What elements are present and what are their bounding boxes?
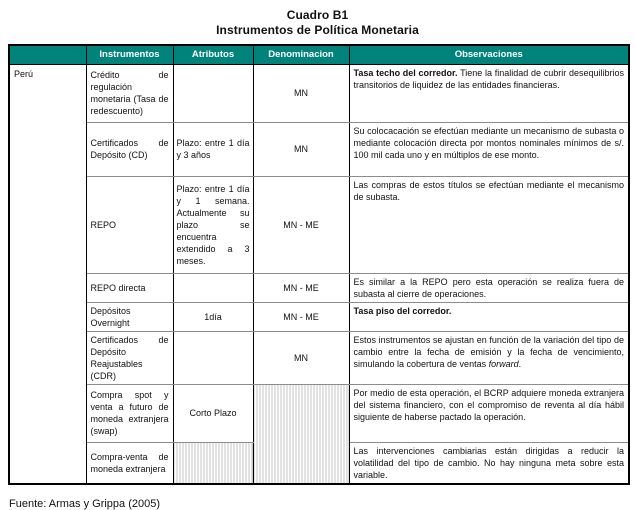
attributes-cell: Corto Plazo [173, 384, 253, 442]
denomination-cell: MN - ME [253, 273, 349, 302]
hatched-attributes-cell [173, 442, 253, 484]
denomination-cell: MN [253, 64, 349, 122]
instrument-cell: Depósitos Overnight [86, 302, 173, 331]
observations-cell [349, 64, 629, 122]
header-row [9, 45, 629, 64]
table-title-block [0, 0, 635, 38]
denomination-cell: MN - ME [253, 302, 349, 331]
hatched-denomination-cell [253, 384, 349, 484]
observation-text-end: . [518, 358, 522, 369]
attributes-cell [173, 331, 253, 384]
observation-italic-word: forward [488, 358, 519, 369]
header-cell-observaciones: Observaciones [349, 45, 629, 64]
row-certificados-deposito-reajustables [9, 331, 629, 384]
row-credito-regulacion-monetaria [9, 64, 629, 122]
denomination-cell: MN [253, 331, 349, 384]
country-cell: Perú [9, 64, 86, 484]
table-number-title: Cuadro B1 [286, 8, 349, 22]
row-repo [9, 176, 629, 273]
attributes-cell [173, 64, 253, 122]
instrument-cell: Crédito de regulación monetaria (Tasa de redescuento) [86, 64, 173, 122]
observations-cell: Las compras de estos títulos se efectúan mediante el mecanismo de subasta. [349, 176, 629, 273]
attributes-cell: Plazo: entre 1 día y 1 semana. Actualmente su plazo se encuentra extendido a 3 meses. [173, 176, 253, 273]
header-cell-country [9, 45, 86, 64]
observations-cell: Su colocacación se efectúan mediante un mecanismo de subasta o mediante colocación directa por montos nominales mínimos de s/. 100 mil cada uno y en múltiplos de ese monto. [349, 122, 629, 176]
row-depositos-overnight [9, 302, 629, 331]
row-compra-spot-venta-futuro-swap [9, 384, 629, 442]
instrument-cell: Compra-venta de moneda extranjera [86, 442, 173, 484]
instrument-cell: Certificados de Depósito (CD) [86, 122, 173, 176]
observations-cell [349, 302, 629, 331]
observations-cell: Las intervenciones cambiarias están dirigidas a reducir la volatilidad del tipo de cambio. No hay ninguna meta sobre esta variable. [349, 442, 629, 484]
monetary-instruments-table [8, 44, 630, 485]
row-repo-directa [9, 273, 629, 302]
observations-cell: Es similar a la REPO pero esta operación se realiza fuera de subasta al cierre de operaciones. [349, 273, 629, 302]
observation-bold-lead: Tasa techo del corredor. [353, 67, 458, 78]
row-certificados-deposito [9, 122, 629, 176]
source-note: Fuente: Armas y Grippa (2005) [9, 497, 161, 510]
header-cell-atributos: Atributos [173, 45, 253, 64]
instrument-cell: REPO [86, 176, 173, 273]
observation-text: Estos instrumentos se ajustan en función de la variación del tipo de cambio entre la fecha de emisión y la fecha de vencimiento, simulando la cobertura de ventas [353, 334, 624, 369]
instrument-cell: Certificados de Depósito Reajustables (CDR) [86, 331, 173, 384]
attributes-cell: Plazo: entre 1 día y 3 años [173, 122, 253, 176]
attributes-cell: 1día [173, 302, 253, 331]
instrument-cell: Compra spot y venta a futuro de moneda extranjera (swap) [86, 384, 173, 442]
table-subtitle: Instrumentos de Política Monetaria [216, 23, 419, 37]
denomination-cell: MN - ME [253, 176, 349, 273]
denomination-cell: MN [253, 122, 349, 176]
observations-cell: Por medio de esta operación, el BCRP adquiere moneda extranjera del sistema financiero, con el compromiso de reventa al día hábil siguiente de haberse pactado la operación. [349, 384, 629, 442]
header-cell-denominacion: Denominacion [253, 45, 349, 64]
header-cell-instrumentos: Instrumentos [86, 45, 173, 64]
observation-bold-lead: Tasa piso del corredor. [353, 305, 452, 316]
observations-cell [349, 331, 629, 384]
attributes-cell [173, 273, 253, 302]
instrument-cell: REPO directa [86, 273, 173, 302]
observation-text: Tiene la finalidad de cubrir desequilibrios transitorios de liquidez de las entidades financieras. [353, 67, 624, 90]
